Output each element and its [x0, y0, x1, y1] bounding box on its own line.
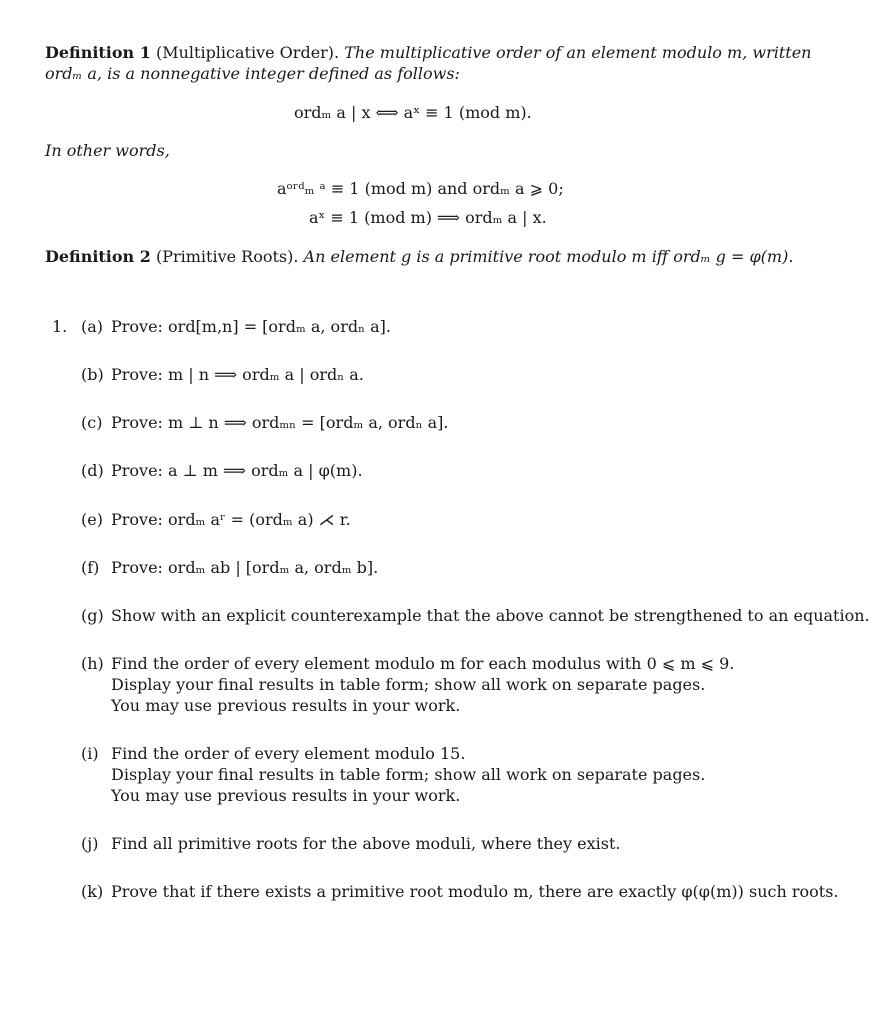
part-label: (k) — [81, 882, 104, 901]
definition-1-display-2: aᵒʳᵈₘ ᵃ ≡ 1 (mod m) and ordₘ a ⩾ 0; — [277, 179, 564, 198]
part-text: Prove: m ⊥ n ⟹ ordₘₙ = [ordₘ a, ordₙ a]. — [111, 413, 449, 432]
part-text: Show with an explicit counterexample that the above cannot be strengthened to an equation. — [111, 606, 870, 625]
part-label: (i) — [81, 744, 99, 763]
definition-2-heading: Definition 2 — [45, 247, 151, 266]
part-label: (b) — [81, 365, 104, 384]
part-text: Find the order of every element modulo 15. — [111, 744, 466, 763]
definition-2-name: (Primitive Roots). — [155, 247, 299, 266]
part-text: You may use previous results in your work. — [111, 786, 461, 805]
part-label: (h) — [81, 654, 104, 673]
definition-1-display: ordₘ a | x ⟺ aˣ ≡ 1 (mod m). — [294, 103, 532, 122]
in-other-words: In other words, — [45, 141, 170, 160]
definition-1-heading: Definition 1 — [45, 43, 151, 62]
part-label: (d) — [81, 461, 104, 480]
problem-number: 1. — [52, 317, 68, 336]
part-text: Prove that if there exists a primitive root modulo m, there are exactly φ(φ(m)) such roots. — [111, 882, 839, 901]
definition-2-line — [45, 246, 793, 267]
part-label: (g) — [81, 606, 104, 625]
part-text: Prove: ordₘ aʳ = (ordₘ a) ⋌ r. — [111, 510, 351, 529]
part-label: (a) — [81, 317, 104, 336]
part-text: Prove: a ⊥ m ⟹ ordₘ a | φ(m). — [111, 461, 363, 480]
part-label: (c) — [81, 413, 103, 432]
definition-1-name: (Multiplicative Order). — [155, 43, 340, 62]
definition-1-text-line-2: ordₘ a, is a nonnegative integer defined as follows: — [45, 64, 460, 83]
part-text: Find the order of every element modulo m for each modulus with 0 ⩽ m ⩽ 9. — [111, 654, 735, 673]
definition-1-text-line-1: The multiplicative order of an element modulo m, written — [344, 43, 812, 62]
part-label: (f) — [81, 558, 100, 577]
definition-1-display-3: aˣ ≡ 1 (mod m) ⟹ ordₘ a | x. — [309, 208, 547, 227]
part-text: Prove: m | n ⟹ ordₘ a | ordₙ a. — [111, 365, 364, 384]
part-text: Prove: ord[m,n] = [ordₘ a, ordₙ a]. — [111, 317, 391, 336]
part-label: (e) — [81, 510, 103, 529]
part-label: (j) — [81, 834, 99, 853]
part-text: Find all primitive roots for the above moduli, where they exist. — [111, 834, 621, 853]
part-text: Display your final results in table form; show all work on separate pages. — [111, 765, 706, 784]
definition-1-line-1 — [45, 42, 811, 63]
definition-2-text: An element g is a primitive root modulo m iff ordₘ g = φ(m). — [303, 247, 794, 266]
part-text: Prove: ordₘ ab | [ordₘ a, ordₘ b]. — [111, 558, 379, 577]
part-text: Display your final results in table form; show all work on separate pages. — [111, 675, 706, 694]
part-text: You may use previous results in your work. — [111, 696, 461, 715]
